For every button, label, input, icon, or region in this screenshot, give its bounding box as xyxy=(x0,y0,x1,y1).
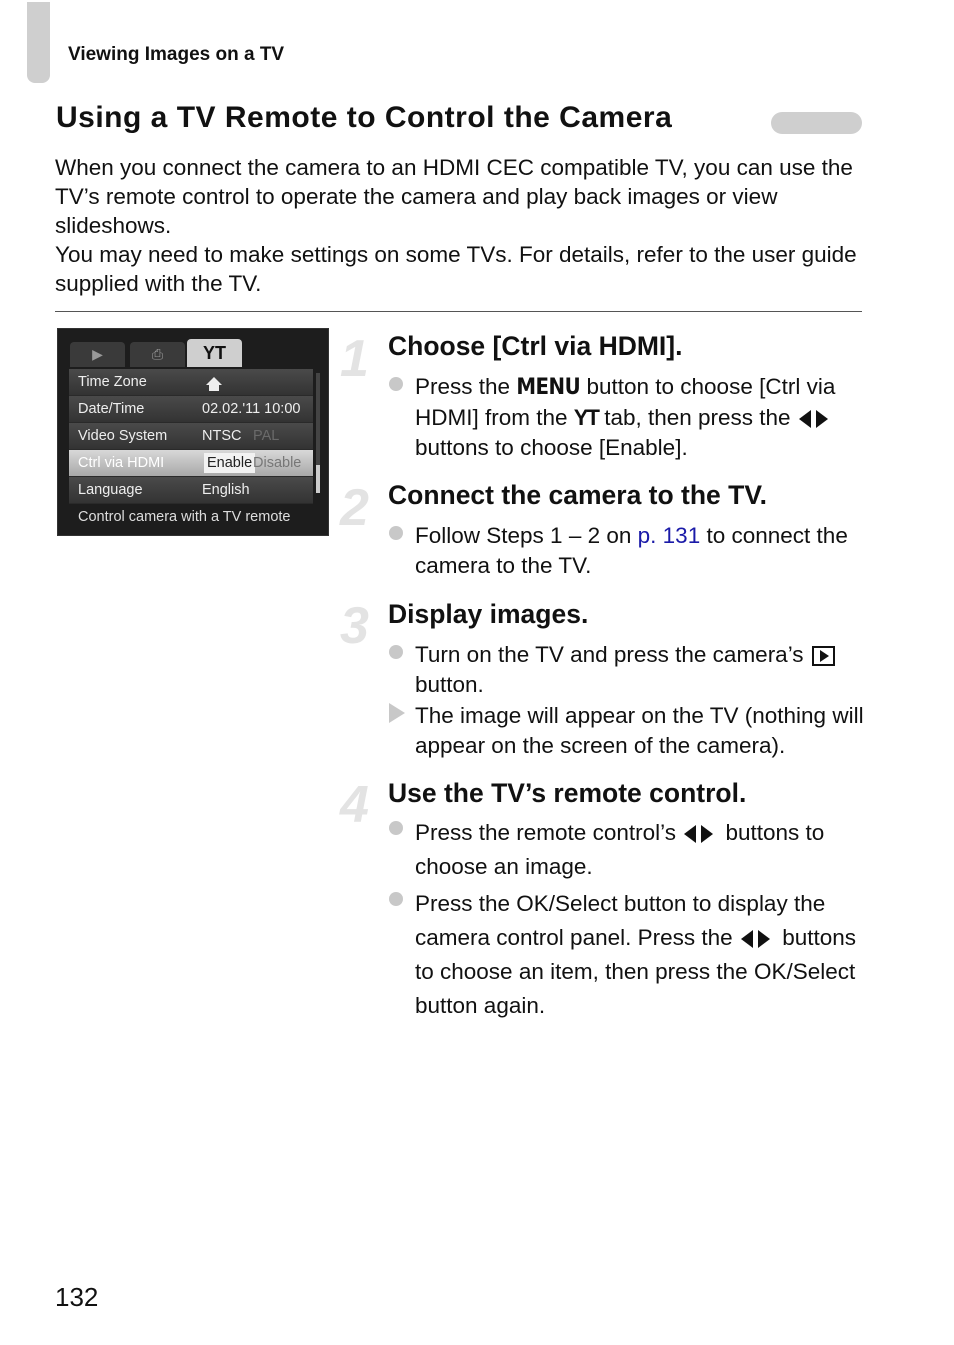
menu-help-text: Control camera with a TV remote xyxy=(78,509,291,525)
menu-row-alt-value: Disable xyxy=(253,455,302,471)
menu-row-ctrl-via-hdmi xyxy=(69,450,313,477)
step-number: 2 xyxy=(340,479,369,537)
menu-row-date-time xyxy=(69,396,313,423)
left-right-buttons-icon xyxy=(684,825,717,843)
menu-button-icon: MENU xyxy=(516,375,581,400)
home-icon xyxy=(206,369,222,395)
bullet-text: buttons to choose an image. xyxy=(415,820,825,879)
menu-row-time-zone xyxy=(69,369,313,396)
bullet-text: button. xyxy=(415,672,484,697)
playback-button-icon xyxy=(812,646,835,666)
bullet-text: to connect the camera to the TV. xyxy=(415,523,848,578)
intro-paragraph: When you connect the camera to an HDMI CEC compatible TV, you can use the TV’s remote control to operate the camera and play back images or view slideshows. xyxy=(55,155,853,238)
bullet-text: Follow Steps 1 – 2 on xyxy=(415,523,632,548)
page-number: 132 xyxy=(55,1282,99,1312)
step-number: 1 xyxy=(340,330,369,388)
left-right-buttons-icon xyxy=(741,930,774,948)
step-heading: Display images. xyxy=(388,599,589,629)
bullet-text: buttons to choose [Enable]. xyxy=(415,435,688,460)
step-number: 3 xyxy=(340,597,369,655)
menu-row-value: 02.02.'11 10:00 xyxy=(202,401,301,417)
camera-menu-tabs xyxy=(70,339,315,367)
step-bullet xyxy=(389,372,864,463)
print-tab-icon: ⎙ xyxy=(130,342,185,367)
left-right-buttons-icon xyxy=(799,410,832,428)
page-link[interactable]: p. 131 xyxy=(637,523,701,548)
menu-row-label: Date/Time xyxy=(78,401,145,417)
intro-text xyxy=(55,153,865,298)
playback-tab-icon: ▶ xyxy=(70,342,125,367)
menu-row-alt-value: PAL xyxy=(253,428,280,444)
step-heading: Use the TV’s remote control. xyxy=(388,778,747,808)
step-number: 4 xyxy=(340,776,369,834)
bullet-text: Press the OK/Select button to display the camera control panel. Press the xyxy=(415,891,826,950)
menu-row-label: Ctrl via HDMI xyxy=(78,455,165,471)
section-header: Viewing Images on a TV xyxy=(68,44,285,65)
menu-row-language xyxy=(69,477,313,504)
bullet-icon xyxy=(389,821,403,835)
bullet-text: buttons to choose an item, then press the OK/Select button again. xyxy=(415,925,857,1018)
menu-row-value: Enable xyxy=(204,453,255,473)
menu-row-label: Language xyxy=(78,482,143,498)
step-bullet xyxy=(389,887,864,1023)
camera-screen-image xyxy=(57,328,329,536)
camera-menu-list xyxy=(69,369,313,504)
step-result xyxy=(389,701,864,761)
step-bullet xyxy=(389,521,864,581)
bullet-text: Turn on the TV and press the camera’s xyxy=(415,642,804,667)
step-heading: Connect the camera to the TV. xyxy=(388,480,767,510)
bullet-icon xyxy=(389,377,403,391)
bullet-text: tab, then press the xyxy=(604,405,791,430)
intro-paragraph: You may need to make settings on some TVs. For details, refer to the user guide supplied with the TV. xyxy=(55,242,857,296)
bullet-text: The image will appear on the TV (nothing will appear on the screen of the camera). xyxy=(415,703,864,758)
step-bullet xyxy=(389,640,864,700)
bullet-text: Press the xyxy=(415,374,511,399)
title-decoration xyxy=(771,112,862,134)
bullet-icon xyxy=(389,645,403,659)
menu-scrollbar xyxy=(316,373,320,493)
menu-row-video-system xyxy=(69,423,313,450)
settings-tab-icon: ΥT xyxy=(573,405,598,430)
menu-row-label: Time Zone xyxy=(78,374,147,390)
page-title: Using a TV Remote to Control the Camera xyxy=(56,101,673,134)
bullet-text: button to choose [Ctrl via HDMI] from the xyxy=(415,374,836,430)
chapter-tab xyxy=(27,2,50,83)
bullet-icon xyxy=(389,526,403,540)
menu-row-value: NTSC xyxy=(202,428,242,444)
bullet-text: Press the remote control’s xyxy=(415,820,676,845)
settings-tab-icon: ΥT xyxy=(187,339,242,367)
divider xyxy=(55,311,862,312)
step-bullet xyxy=(389,816,864,884)
result-arrow-icon xyxy=(389,703,405,723)
bullet-icon xyxy=(389,892,403,906)
step-heading: Choose [Ctrl via HDMI]. xyxy=(388,331,683,361)
menu-row-value: English xyxy=(202,482,250,498)
menu-row-label: Video System xyxy=(78,428,168,444)
